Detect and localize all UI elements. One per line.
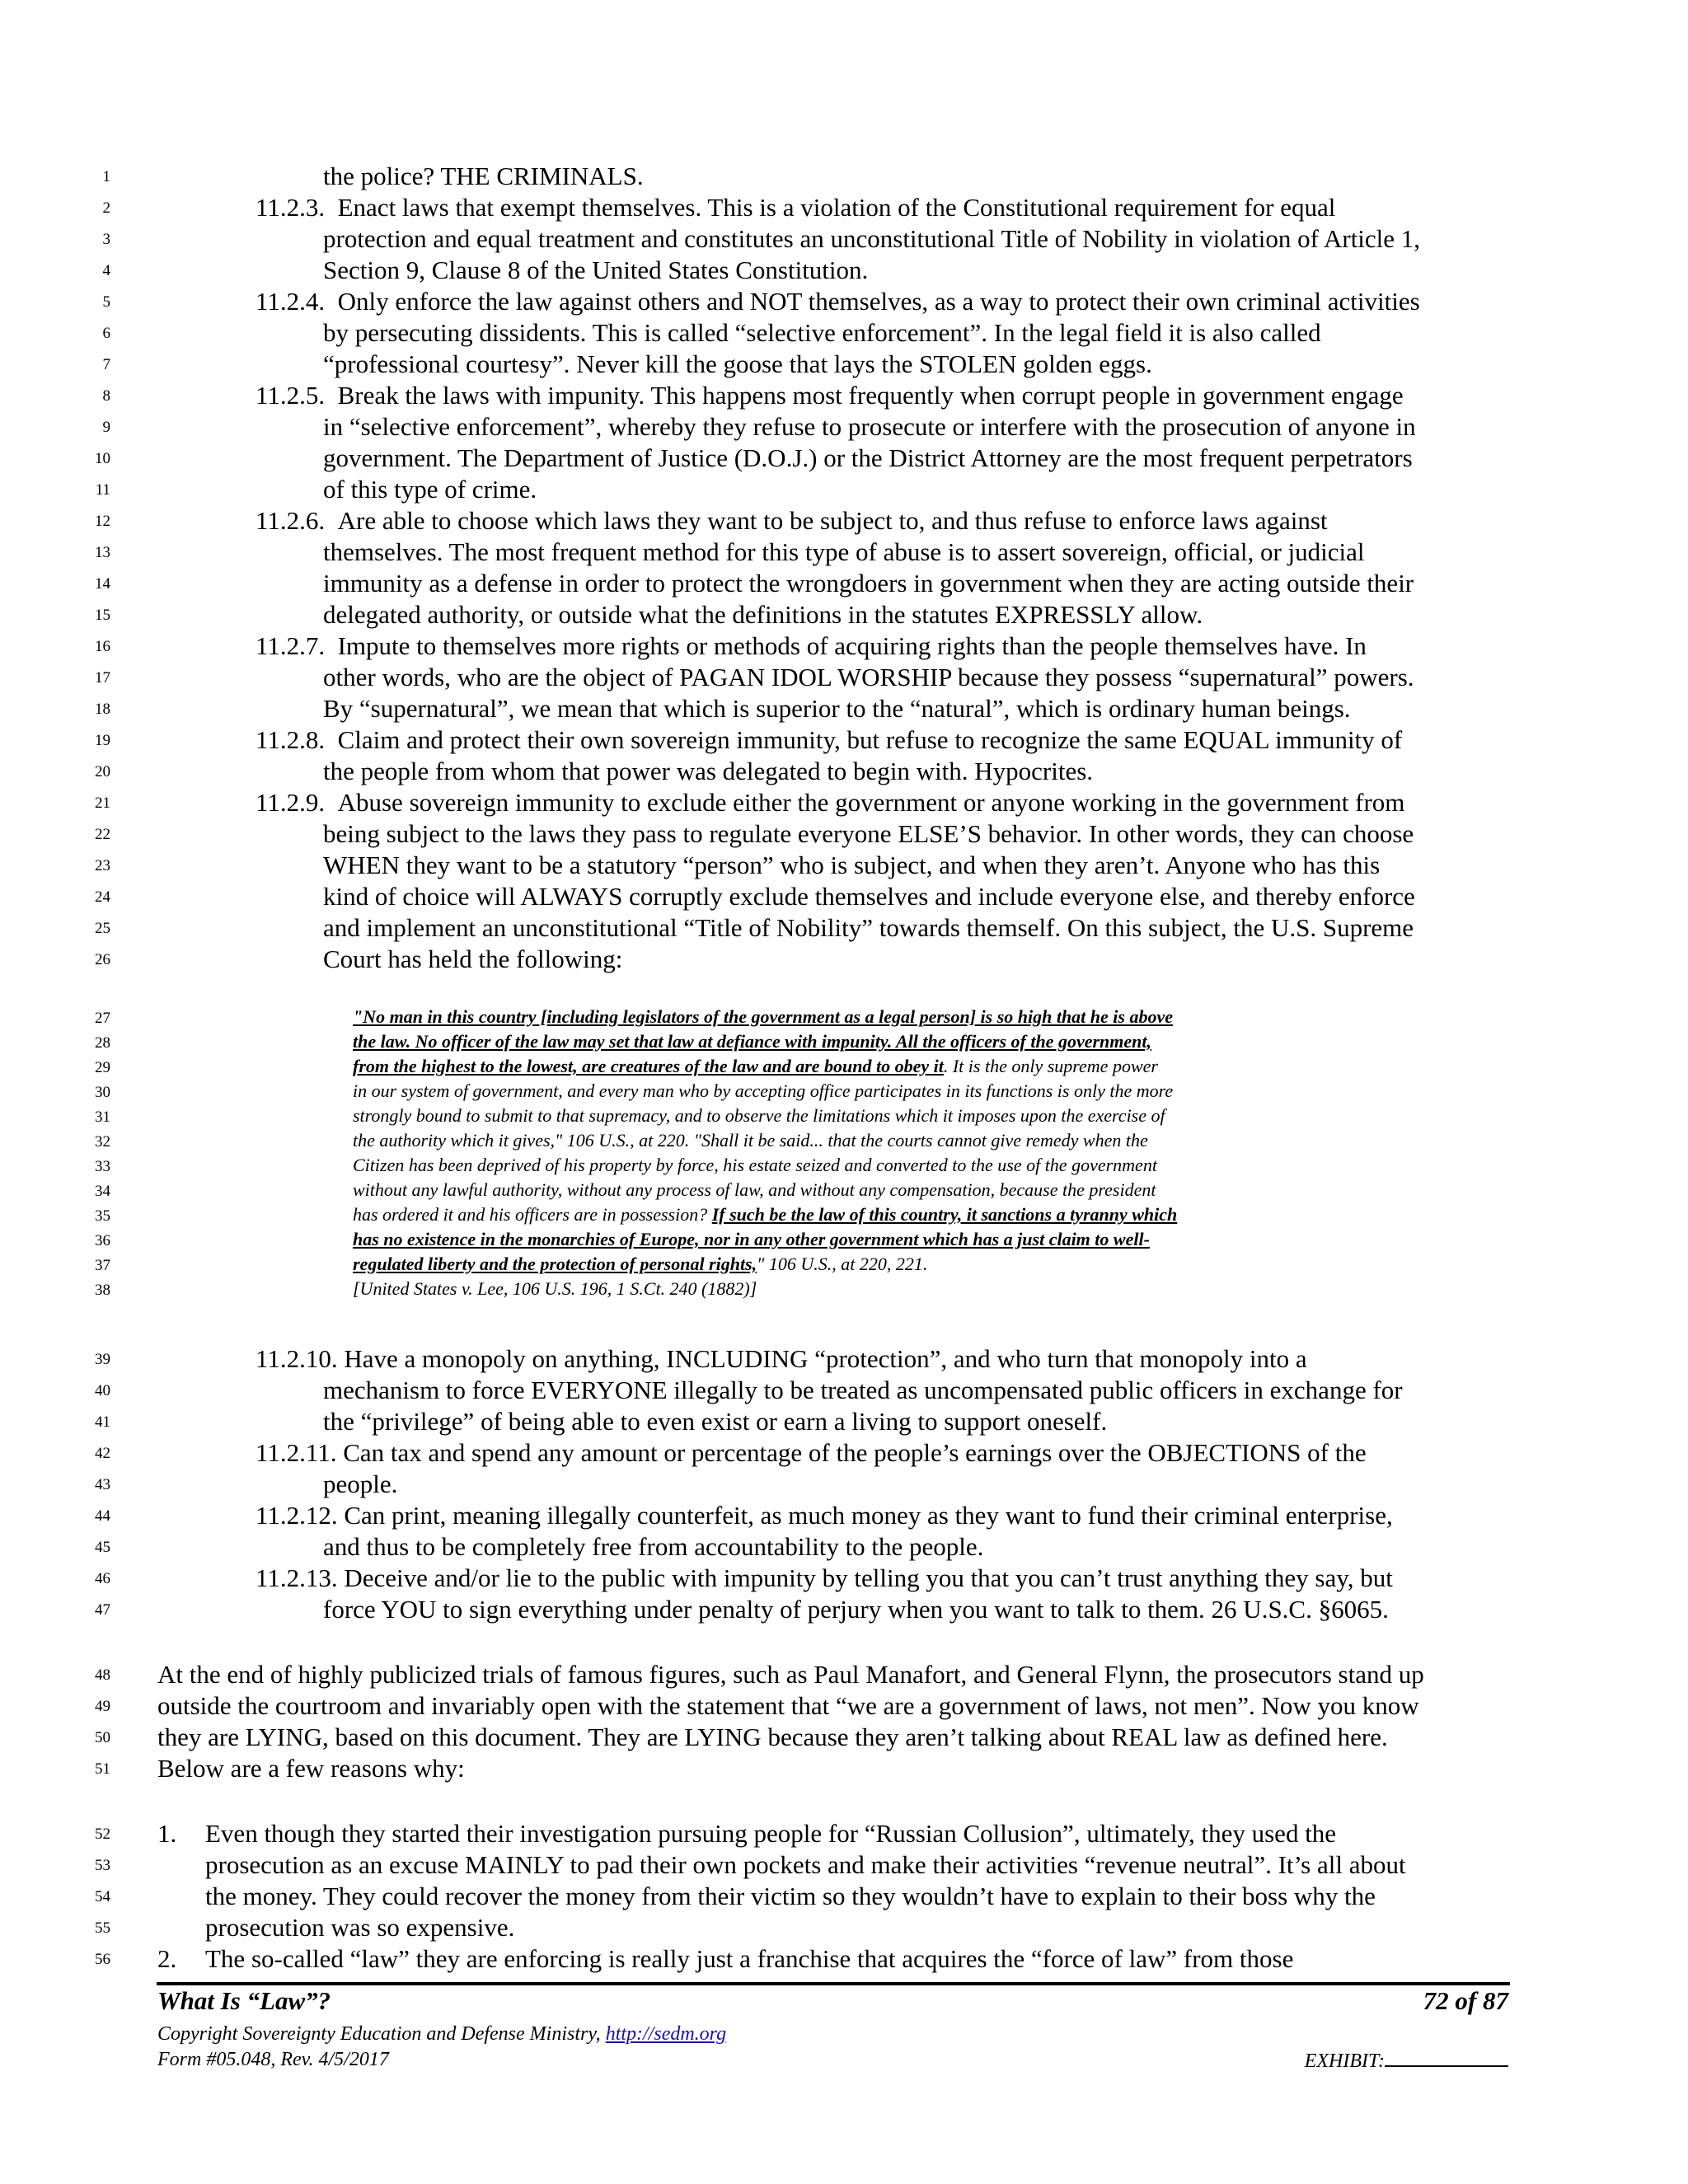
item-number: 11.2.13. — [256, 1563, 338, 1592]
quote-line: the law. No officer of the law may set that law at defiance with impunity. All the officers of the government, — [353, 1031, 1151, 1052]
line-number: 25 — [95, 920, 110, 937]
text-line: Court has held the following: — [323, 944, 623, 973]
line-number: 27 — [95, 1010, 110, 1027]
line-number: 51 — [95, 1760, 110, 1778]
line-number: 4 — [102, 262, 110, 279]
item-number: 11.2.7. — [256, 631, 326, 660]
text-line: the “privilege” of being able to even exist or earn a living to support oneself. — [323, 1407, 1108, 1436]
line-number: 13 — [95, 544, 110, 561]
item-text: Enact laws that exempt themselves. This is a violation of the Constitutional requirement for equal — [337, 193, 1336, 222]
line-number: 43 — [95, 1476, 110, 1493]
line-number: 41 — [95, 1413, 110, 1431]
text-line: by persecuting dissidents. This is called “selective enforcement”. In the legal field it is also called — [323, 318, 1321, 347]
line-number: 45 — [95, 1539, 110, 1556]
footer-form-number: Form #05.048, Rev. 4/5/2017 — [157, 2049, 389, 2070]
line-number: 39 — [95, 1351, 110, 1368]
text-line: “professional courtesy”. Never kill the goose that lays the STOLEN golden eggs. — [323, 349, 1152, 378]
item-text: Can print, meaning illegally counterfeit, as much money as they want to fund their criminal enterprise, — [344, 1501, 1393, 1530]
exhibit-blank — [1385, 2049, 1508, 2067]
text-line: WHEN they want to be a statutory “person” who is subject, and when they aren’t. Anyone who has this — [323, 851, 1381, 879]
item-number: 11.2.11. — [256, 1438, 337, 1467]
text-line: other words, who are the object of PAGAN IDOL WORSHIP because they possess “supernatural” powers. — [323, 663, 1414, 691]
line-number: 5 — [102, 293, 110, 311]
line-number: 1 — [102, 168, 110, 185]
list-item-11-2-6 — [256, 506, 1328, 536]
footer-page-number: 72 of 87 — [1423, 1986, 1508, 2015]
list-item-11-2-7 — [256, 631, 1367, 661]
list-item-11-2-13 — [256, 1563, 1393, 1593]
text-line: people. — [323, 1469, 398, 1498]
line-number: 32 — [95, 1133, 110, 1151]
text-line: being subject to the laws they pass to regulate everyone ELSE’S behavior. In other words, they can choose — [323, 819, 1414, 848]
text-line: immunity as a defense in order to protect the wrongdoers in government when they are acting outside their — [323, 569, 1414, 598]
item-text: Break the laws with impunity. This happens most frequently when corrupt people in government engage — [337, 381, 1404, 410]
quote-line: has ordered it and his officers are in possession? If such be the law of this country, it sanctions a tyranny which — [353, 1204, 1178, 1225]
line-number: 23 — [95, 857, 110, 874]
line-number: 14 — [95, 575, 110, 593]
item-number: 1. — [157, 1819, 177, 1848]
numbered-item-1 — [157, 1819, 1336, 1849]
line-number: 36 — [95, 1232, 110, 1249]
text-line: Section 9, Clause 8 of the United States Constitution. — [323, 255, 869, 284]
item-number: 11.2.8. — [256, 725, 326, 754]
item-number: 2. — [157, 1944, 177, 1973]
paragraph-line: Below are a few reasons why: — [157, 1754, 465, 1783]
line-number: 37 — [95, 1257, 110, 1274]
line-number: 30 — [95, 1084, 110, 1101]
item-number: 11.2.6. — [256, 506, 326, 535]
line-number: 18 — [95, 701, 110, 718]
line-number: 55 — [95, 1919, 110, 1937]
list-item-11-2-12 — [256, 1501, 1393, 1530]
line-number: 56 — [95, 1951, 110, 1968]
item-number: 11.2.9. — [256, 788, 326, 817]
item-text: Deceive and/or lie to the public with impunity by telling you that you can’t trust anything they say, but — [344, 1563, 1393, 1592]
quote-citation: [United States v. Lee, 106 U.S. 196, 1 S.Ct. 240 (1882)] — [353, 1278, 757, 1299]
line-number: 8 — [102, 387, 110, 405]
text-line: mechanism to force EVERYONE illegally to be treated as uncompensated public officers in exchange for — [323, 1376, 1403, 1404]
item-text: The so-called “law” they are enforcing is really just a franchise that acquires the “force of law” from those — [205, 1944, 1294, 1973]
item-number: 11.2.3. — [256, 193, 326, 222]
line-number: 28 — [95, 1034, 110, 1052]
text-line: force YOU to sign everything under penalty of perjury when you want to talk to them. 26 U.S.C. §6065. — [323, 1595, 1389, 1624]
line-number: 44 — [95, 1507, 110, 1525]
text-line: protection and equal treatment and constitutes an unconstitutional Title of Nobility in violation of Article 1, — [323, 224, 1421, 253]
list-item-11-2-5 — [256, 381, 1404, 410]
text-line: prosecution was so expensive. — [205, 1913, 515, 1942]
text-line: delegated authority, or outside what the definitions in the statutes EXPRESSLY allow. — [323, 600, 1203, 629]
text-line: in “selective enforcement”, whereby they refuse to prosecute or interfere with the prosecution of anyone in — [323, 412, 1416, 441]
quote-line: without any lawful authority, without any process of law, and without any compensation, because the president — [353, 1179, 1156, 1200]
list-item-11-2-10 — [256, 1344, 1307, 1374]
line-number: 48 — [95, 1666, 110, 1684]
item-text: Can tax and spend any amount or percentage of the people’s earnings over the OBJECTIONS of the — [343, 1438, 1367, 1467]
line-number: 2 — [102, 199, 110, 217]
text-line: the police? THE CRIMINALS. — [323, 162, 644, 190]
line-number: 22 — [95, 826, 110, 843]
quote-line: "No man in this country [including legislators of the government as a legal person] is so high that he is above — [353, 1006, 1173, 1027]
line-number: 42 — [95, 1445, 110, 1462]
line-number: 54 — [95, 1888, 110, 1905]
line-number: 50 — [95, 1729, 110, 1746]
line-number: 53 — [95, 1857, 110, 1874]
item-text: Only enforce the law against others and NOT themselves, as a way to protect their own criminal activities — [337, 287, 1420, 316]
line-number: 47 — [95, 1601, 110, 1619]
line-number: 26 — [95, 951, 110, 968]
line-number: 6 — [102, 325, 110, 342]
paragraph-line: outside the courtroom and invariably open with the statement that “we are a government of laws, not men”. Now you know — [157, 1691, 1419, 1720]
numbered-item-2 — [157, 1944, 1293, 1974]
line-number: 24 — [95, 888, 110, 906]
line-number: 16 — [95, 638, 110, 655]
quote-line: from the highest to the lowest, are creatures of the law and are bound to obey it. It is the only supreme power — [353, 1056, 1158, 1076]
text-line: kind of choice will ALWAYS corruptly exclude themselves and include everyone else, and thereby enforce — [323, 882, 1415, 911]
list-item-11-2-11 — [256, 1438, 1367, 1468]
footer-rule — [157, 1982, 1510, 1985]
line-number: 29 — [95, 1059, 110, 1076]
paragraph-line: At the end of highly publicized trials of famous figures, such as Paul Manafort, and General Flynn, the prosecutors stand up — [157, 1660, 1424, 1689]
item-text: Abuse sovereign immunity to exclude either the government or anyone working in the government from — [337, 788, 1405, 817]
line-number: 21 — [95, 794, 110, 812]
list-item-11-2-4 — [256, 287, 1420, 316]
line-number: 17 — [95, 669, 110, 687]
item-number: 11.2.5. — [256, 381, 326, 410]
item-number: 11.2.4. — [256, 287, 326, 316]
line-number: 35 — [95, 1207, 110, 1225]
item-text: Claim and protect their own sovereign immunity, but refuse to recognize the same EQUAL immunity of — [337, 725, 1403, 754]
text-line: and thus to be completely free from accountability to the people. — [323, 1532, 984, 1561]
line-number: 46 — [95, 1570, 110, 1587]
line-number: 34 — [95, 1183, 110, 1200]
item-text: Even though they started their investigation pursuing people for “Russian Collusion”, ultimately, they used the — [205, 1819, 1337, 1848]
line-number: 10 — [95, 450, 110, 467]
list-item-11-2-8 — [256, 725, 1402, 755]
line-number: 7 — [102, 356, 110, 373]
line-number: 15 — [95, 607, 110, 624]
paragraph-line: they are LYING, based on this document. They are LYING because they aren’t talking about REAL law as defined here. — [157, 1722, 1388, 1751]
quote-line: the authority which it gives," 106 U.S., at 220. "Shall it be said... that the courts cannot give remedy when the — [353, 1130, 1148, 1151]
footer-link[interactable]: http://sedm.org — [605, 2023, 727, 2045]
text-line: prosecution as an excuse MAINLY to pad their own pockets and make their activities “revenue neutral”. It’s all about — [205, 1850, 1406, 1879]
quote-line: strongly bound to submit to that supremacy, and to observe the limitations which it imposes upon the exercise of — [353, 1105, 1165, 1126]
item-number: 11.2.10. — [256, 1344, 338, 1373]
footer-exhibit: EXHIBIT: — [1305, 2049, 1508, 2073]
text-line: the money. They could recover the money from their victim so they wouldn’t have to explain to their boss why the — [205, 1882, 1376, 1910]
line-number: 3 — [102, 231, 110, 248]
line-number: 19 — [95, 732, 110, 749]
list-item-11-2-3 — [256, 193, 1335, 223]
footer-title: What Is “Law”? — [157, 1986, 331, 2015]
line-number: 40 — [95, 1382, 110, 1399]
text-line: By “supernatural”, we mean that which is superior to the “natural”, which is ordinary human beings. — [323, 694, 1351, 723]
line-number: 9 — [102, 419, 110, 436]
text-line: government. The Department of Justice (D.O.J.) or the District Attorney are the most frequent perpetrators — [323, 443, 1413, 472]
line-number: 33 — [95, 1158, 110, 1175]
text-line: of this type of crime. — [323, 475, 537, 504]
line-number: 52 — [95, 1825, 110, 1843]
line-number: 49 — [95, 1698, 110, 1715]
line-number: 20 — [95, 763, 110, 780]
quote-line: in our system of government, and every man who by accepting office participates in its functions is only the more — [353, 1080, 1174, 1101]
quote-line: has no existence in the monarchies of Europe, nor in any other government which has a just claim to well- — [353, 1229, 1150, 1249]
text-line: and implement an unconstitutional “Title of Nobility” towards themself. On this subject, the U.S. Supreme — [323, 913, 1414, 942]
quote-line: regulated liberty and the protection of personal rights," 106 U.S., at 220, 221. — [353, 1254, 928, 1274]
item-text: Have a monopoly on anything, INCLUDING “protection”, and who turn that monopoly into a — [344, 1344, 1307, 1373]
item-text: Are able to choose which laws they want to be subject to, and thus refuse to enforce laws against — [337, 506, 1328, 535]
item-number: 11.2.12. — [256, 1501, 338, 1530]
text-line: themselves. The most frequent method for this type of abuse is to assert sovereign, official, or judicial — [323, 537, 1365, 566]
line-number: 31 — [95, 1108, 110, 1126]
list-item-11-2-9 — [256, 788, 1404, 818]
line-number: 38 — [95, 1282, 110, 1299]
text-line: the people from whom that power was delegated to begin with. Hypocrites. — [323, 757, 1094, 785]
item-text: Impute to themselves more rights or methods of acquiring rights than the people themselves have. In — [337, 631, 1367, 660]
line-number: 12 — [95, 513, 110, 530]
footer-copyright: Copyright Sovereignty Education and Defense Ministry, http://sedm.org — [157, 2023, 727, 2045]
quote-line: Citizen has been deprived of his property by force, his estate seized and converted to the use of the government — [353, 1155, 1157, 1175]
line-number: 11 — [95, 481, 110, 499]
